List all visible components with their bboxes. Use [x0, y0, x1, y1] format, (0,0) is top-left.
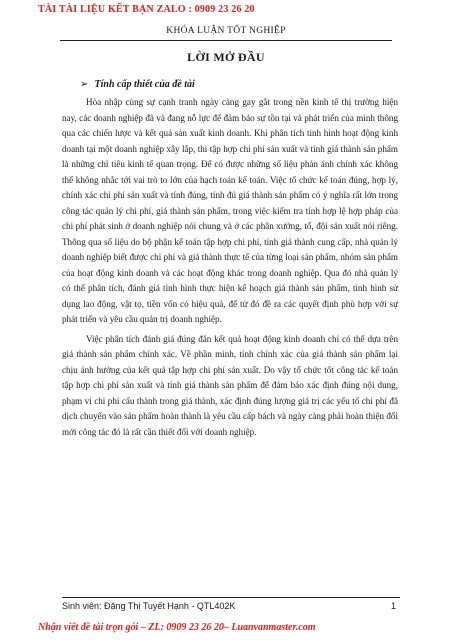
paragraph: Hòa nhập cùng sự cạnh tranh ngày càng gay gắt trong nền kinh tế thị trường hiện nay, các doanh nghiệp đã và đang nỗ lực để đảm bảo sự tồn tại và phát triển của mình thông qua các chiến lược và kết quả sản xuất kinh doanh. Khi phân tích tình hình hoạt động kinh doanh tại một doanh nghiệp xây lắp, thì tập hợp chi phí sản xuất và tính giá thành sản phẩm là những chỉ tiêu kinh tế quan trọng. Để có được những số liệu phản ánh chính xác không thể không nhắc tới vai trò to lớn của hạch toán kế toán. Việc tổ chức kế toán đúng, hợp lý, chính xác chi phí sản xuất và tính đúng, tính đủ giá thành sản phẩm có ý nghĩa rất lớn trong công tác quản lý chi phí, giá thành sản phẩm, trong việc kiểm tra tính hợp lệ hợp pháp của chi phí phát sinh ở doanh nghiệp nói chung và ở các phân xưởng, tổ, đội sản xuất nói riêng. Thông qua số liệu do bộ phận kế toán tập hợp chi phí, tính giá thành cung cấp, nhà quản lý doanh nghiệp biết được chi phí và giá thành thực tế của từng loại sản phẩm, nhóm sản phẩm của hoạt động kinh doanh và các hoạt động khác trong doanh nghiệp. Qua đó nhà quản lý có thể phân tích, đánh giá tình hình thực hiện kế hoạch giá thành sản phẩm, tình hình sử dụng lao động, vật tọ, tiền vốn có hiệu quả, để từ đó đề ra các quyết định phù hợp với sự phát triển và yêu cầu quản trị doanh nghiệp.	[62, 97, 398, 324]
body-text	[62, 95, 398, 440]
arrow-bullet-icon: ➢	[80, 79, 89, 90]
section-heading	[80, 79, 195, 90]
footer-divider	[62, 597, 400, 598]
bottom-contact-banner: Nhận viết đề tài trọn gói – ZL: 0909 23 26 20– Luanvanmaster.com	[38, 622, 316, 633]
running-header: KHÓA LUẬN TỐT NGHIỆP	[166, 26, 286, 36]
footer-student-info: Sinh viên: Đặng Thị Tuyết Hạnh - QTL402K	[62, 601, 236, 611]
paragraph: Việc phân tích đánh giá đúng đắn kết quả hoạt động kinh doanh chỉ có thể dựa trên giá thành sản phẩm chính xác. Về phần mình, tính chính xác của giá thành sản phẩm lại chịu ảnh hưởng của kết quả tập hợp chi phí sản xuất. Do vậy tổ chức tốt công tác kế toán tập hợp chi phí sản xuất và tính giá thành sản phẩm để đảm bảo xác định đúng nội dung, phạm vi chi phí cấu thành trong giá thành, xác định đúng lượng giá trị các yếu tố chi phí đã dịch chuyển vào sản phẩm hoàn thành là yêu cầu cấp bách và ngày càng phải hoàn thiện đổi mới công tác đó là rất cần thiết đối với doanh nghiệp.	[62, 333, 398, 437]
top-contact-banner: TÀI TÀI LIỆU KẾT BẠN ZALO : 0909 23 26 20	[38, 4, 255, 15]
header-divider	[60, 40, 392, 41]
chapter-title: LỜI MỞ ĐẦU	[187, 50, 265, 64]
page-number: 1	[390, 601, 396, 611]
section-heading-text: Tính cấp thiết của đề tài	[94, 79, 195, 90]
